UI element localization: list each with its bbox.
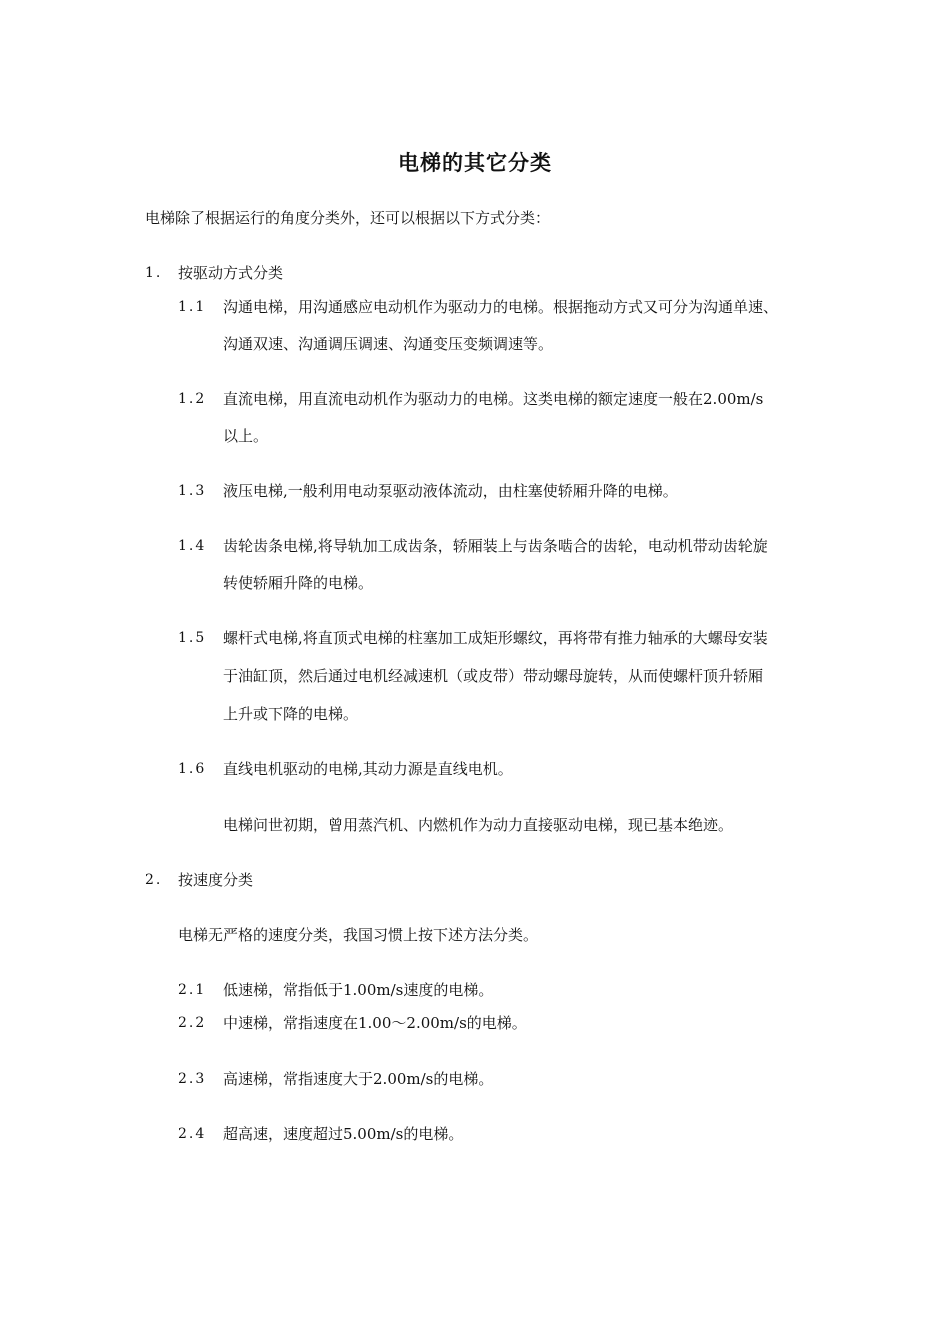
item-1-1-line-1: 沟通电梯，用沟通感应电动机作为驱动力的电梯。根据拖动方式又可分为沟通单速、 — [223, 298, 779, 316]
item-1-2-number: 1.2 — [178, 391, 207, 407]
section-2-intro: 电梯无严格的速度分类，我国习惯上按下述方法分类。 — [178, 926, 539, 944]
item-1-3-line-1: 液压电梯,一般利用电动泵驱动液体流动，由柱塞使轿厢升降的电梯。 — [223, 482, 678, 500]
item-1-5-number: 1.5 — [178, 630, 207, 646]
item-1-1-number: 1.1 — [178, 299, 207, 315]
page-title: 电梯的其它分类 — [398, 151, 552, 175]
item-2-3-text: 高速梯，常指速度大于2.00m/s的电梯。 — [223, 1070, 494, 1088]
item-1-6-line-1: 直线电机驱动的电梯,其动力源是直线电机。 — [223, 760, 513, 778]
item-1-5-line-2: 于油缸顶，然后通过电机经减速机（或皮带）带动螺母旋转，从而使螺杆顶升轿厢 — [223, 667, 764, 685]
item-2-2-number: 2.2 — [178, 1015, 207, 1031]
item-1-4-number: 1.4 — [178, 538, 207, 554]
item-1-5-line-1: 螺杆式电梯,将直顶式电梯的柱塞加工成矩形螺纹，再将带有推力轴承的大螺母安装 — [223, 629, 768, 647]
item-2-3-number: 2.3 — [178, 1071, 207, 1087]
item-1-2-line-2: 以上。 — [223, 427, 269, 445]
item-1-4-line-2: 转使轿厢升降的电梯。 — [223, 574, 374, 592]
item-2-1-number: 2.1 — [178, 982, 207, 998]
item-1-6-number: 1.6 — [178, 761, 207, 777]
item-2-4-text: 超高速，速度超过5.00m/s的电梯。 — [223, 1125, 464, 1143]
item-1-5-line-3: 上升或下降的电梯。 — [223, 705, 359, 723]
item-1-3-number: 1.3 — [178, 483, 207, 499]
item-2-2-text: 中速梯，常指速度在1.00～2.00m/s的电梯。 — [223, 1014, 527, 1032]
item-1-1-line-2: 沟通双速、沟通调压调速、沟通变压变频调速等。 — [223, 335, 554, 353]
section-2-number: 2. — [145, 872, 163, 888]
item-1-2-line-1: 直流电梯，用直流电动机作为驱动力的电梯。这类电梯的额定速度一般在2.00m/s — [223, 390, 764, 408]
intro-paragraph: 电梯除了根据运行的角度分类外，还可以根据以下方式分类： — [145, 209, 551, 227]
item-1-4-line-1: 齿轮齿条电梯,将导轨加工成齿条，轿厢装上与齿条啮合的齿轮，电动机带动齿轮旋 — [223, 537, 768, 555]
section-2-heading: 按速度分类 — [178, 871, 254, 889]
section-1-note: 电梯问世初期，曾用蒸汽机、内燃机作为动力直接驱动电梯，现已基本绝迹。 — [223, 816, 734, 834]
item-2-4-number: 2.4 — [178, 1126, 207, 1142]
section-1-number: 1. — [145, 265, 163, 281]
section-1-heading: 按驱动方式分类 — [178, 264, 284, 282]
item-2-1-text: 低速梯，常指低于1.00m/s速度的电梯。 — [223, 981, 494, 999]
